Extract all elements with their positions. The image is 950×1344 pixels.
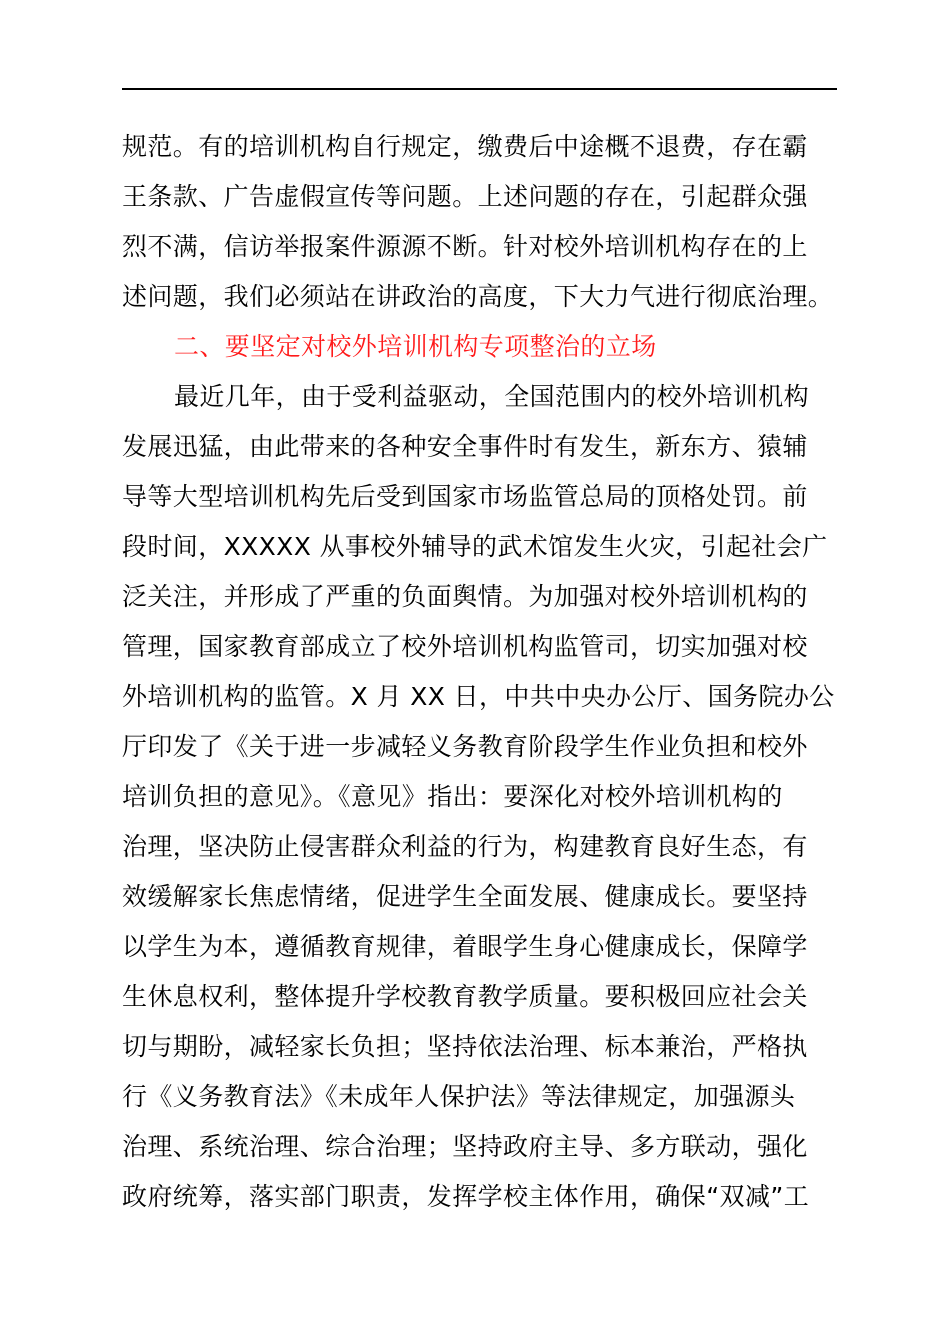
text-line: 规范。有的培训机构自行规定，缴费后中途概不退费，存在霸	[122, 132, 808, 161]
text-line: 管理，国家教育部成立了校外培训机构监管司，切实加强对校	[122, 632, 808, 661]
text-line: 厅印发了《关于进一步减轻义务教育阶段学生作业负担和校外	[122, 732, 808, 761]
text-line: 治理、系统治理、综合治理；坚持政府主导、多方联动，强化	[122, 1132, 808, 1161]
text-line: 述问题，我们必须站在讲政治的高度，下大力气进行彻底治理。	[122, 282, 834, 311]
document-body	[122, 122, 838, 1222]
text-line: 行《义务教育法》《未成年人保护法》等法律规定，加强源头	[122, 1082, 796, 1111]
text-line: 段时间，XXXXX 从事校外辅导的武术馆发生火灾，引起社会广	[122, 532, 828, 561]
paragraph-continuation	[122, 122, 838, 322]
text-line: 生休息权利，整体提升学校教育教学质量。要积极回应社会关	[122, 982, 808, 1011]
text-line: 效缓解家长焦虑情绪，促进学生全面发展、健康成长。要坚持	[122, 882, 808, 911]
header-rule	[122, 88, 837, 90]
text-line: 泛关注，并形成了严重的负面舆情。为加强对校外培训机构的	[122, 582, 808, 611]
text-line: 政府统筹，落实部门职责，发挥学校主体作用，确保“双减”工	[122, 1182, 810, 1211]
text-line: 治理，坚决防止侵害群众利益的行为，构建教育良好生态，有	[122, 832, 808, 861]
text-line: 王条款、广告虚假宣传等问题。上述问题的存在，引起群众强	[122, 182, 808, 211]
text-line: 外培训机构的监管。X 月 XX 日，中共中央办公厅、国务院办公	[122, 682, 835, 711]
text-line: 最近几年，由于受利益驱动，全国范围内的校外培训机构	[174, 382, 810, 411]
text-line: 切与期盼，减轻家长负担；坚持依法治理、标本兼治，严格执	[122, 1032, 808, 1061]
text-line: 培训负担的意见》。《意见》指出：要深化对校外培训机构的	[122, 782, 783, 811]
paragraph-body	[122, 372, 838, 1222]
text-line: 以学生为本，遵循教育规律，着眼学生身心健康成长，保障学	[122, 932, 808, 961]
section-heading: 二、要坚定对校外培训机构专项整治的立场	[174, 332, 657, 361]
text-line: 烈不满，信访举报案件源源不断。针对校外培训机构存在的上	[122, 232, 808, 261]
text-line: 发展迅猛，由此带来的各种安全事件时有发生，新东方、猿辅	[122, 432, 808, 461]
text-line: 导等大型培训机构先后受到国家市场监管总局的顶格处罚。前	[122, 482, 808, 511]
